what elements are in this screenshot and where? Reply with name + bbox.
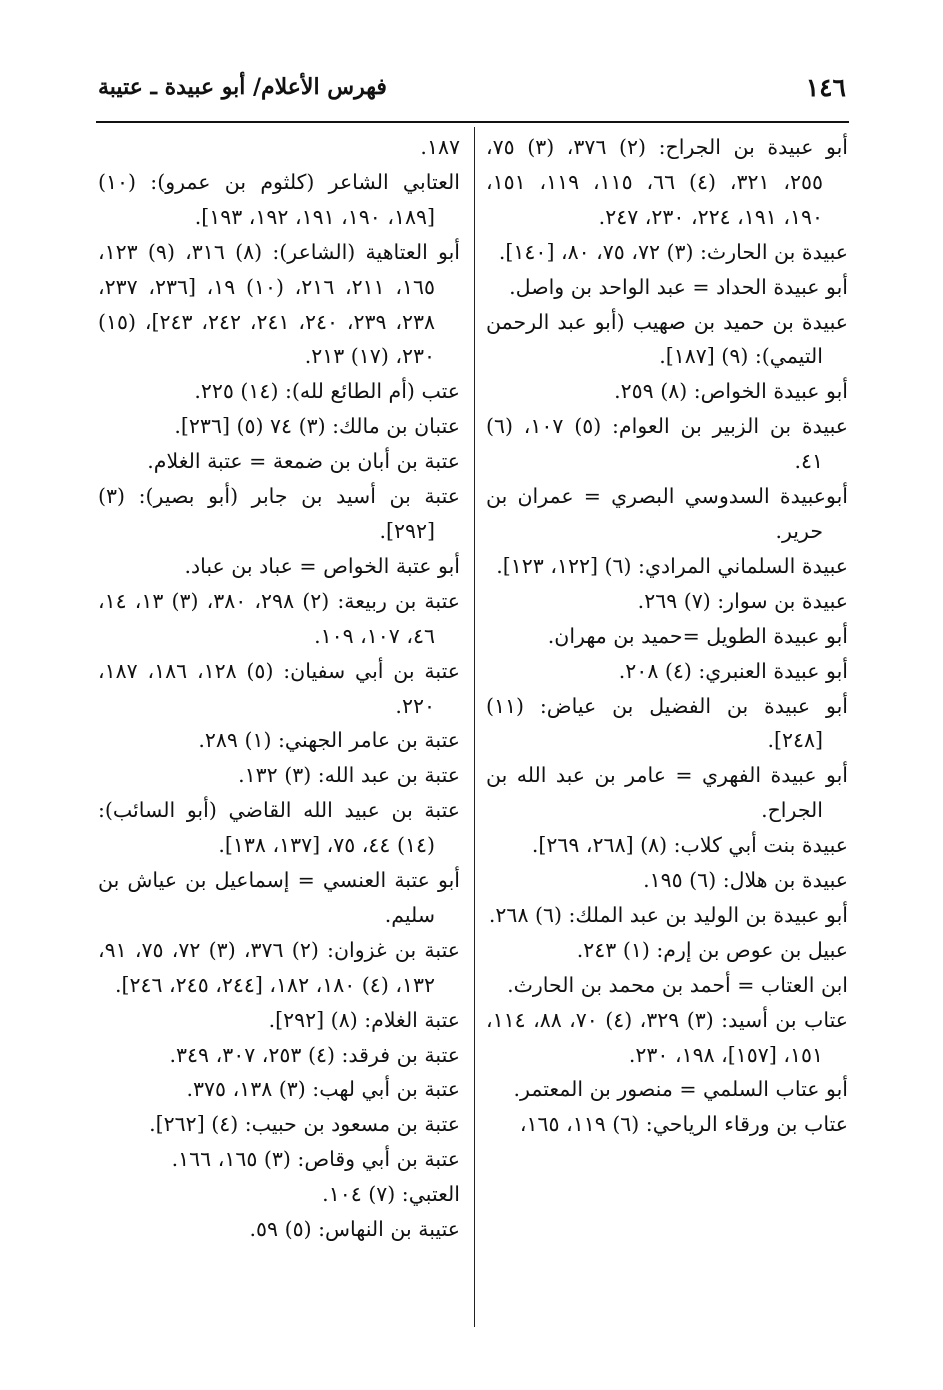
- index-entry: عتبة الغلام: (٨) [٢٩٢].: [268, 1007, 460, 1032]
- index-entry: عتيبة بن النهاس: (٥) ٥٩.: [249, 1217, 460, 1242]
- index-entry: عبيدة بن سوار: (٧) ٢٦٩.: [637, 588, 848, 613]
- index-entry: أبو عتبة الخواص = عباد بن عباد.: [184, 553, 460, 578]
- index-entry: أبوعبيدة السدوسي البصري = عمران بن حرير.: [486, 484, 848, 543]
- index-entry: عبيدة السلماني المرادي: (٦) [١٢٢، ١٢٣].: [496, 553, 848, 578]
- index-entry: ابن العتاب = أحمد بن محمد بن الحارث.: [507, 972, 848, 997]
- index-entry: عبيدة بن هلال: (٦) ١٩٥.: [643, 868, 848, 893]
- index-entry: عتاب بن ورقاء الرياحي: (٦) ١١٩، ١٦٥،: [519, 1112, 848, 1137]
- column-divider: [474, 127, 475, 1327]
- index-entry: عتبة بن ربيعة: (٢) ٢٩٨، ٣٨٠، (٣) ١٣، ١٤، ٤٦، ١٠٧، ١٠٩.: [98, 588, 461, 648]
- index-entry: عتاب بن أسيد: (٣) ٣٢٩، (٤) ٧٠، ٨٨، ١١٤، ١٥١، [١٥٧]، ١٩٨، ٢٣٠.: [486, 1007, 848, 1067]
- running-title: فهرس الأعلام/ أبو عبيدة ـ عتيبة: [98, 74, 387, 100]
- index-entry: عتبة بن مسعود بن حبيب: (٤) [٢٦٢].: [149, 1112, 460, 1137]
- index-entry: أبو العتاهية (الشاعر): (٨) ٣١٦، (٩) ١٢٣، ١٦٥، ٢١١، ٢١٦، (١٠) ١٩، [٢٣٦، ٢٣٧، ٢٣٨، ٢٣٩، ٢٤٠، ٢٤١، ٢٤٢، ٢٤٣]، (١٥) ٢٣٠، (١٧) ٢١٣.: [98, 239, 460, 369]
- index-column-right: [486, 130, 848, 1142]
- index-entry: أبو عبيدة بن الجراح: (٢) ٣٧٦، (٣) ٧٥، ٢٥٥، ٣٢١، (٤) ٦٦، ١١٥، ١١٩، ١٥١، ١٩٠، ١٩١، ٢٢٤، ٢٣٠، ٢٤٧.: [486, 135, 849, 229]
- index-entry: أبو عبيدة الخواص: (٨) ٢٥٩.: [614, 379, 848, 404]
- index-entry: أبو عتاب السلمي = منصور بن المعتمر.: [513, 1077, 848, 1102]
- index-entry: عتبة بن أبي لهب: (٣) ١٣٨، ٣٧٥.: [186, 1077, 460, 1102]
- index-entry: عتبة بن أبان بن ضمعة = عتبة الغلام.: [147, 449, 460, 474]
- index-entry: عتبة بن فرقد: (٤) ٢٥٣، ٣٠٧، ٣٤٩.: [169, 1042, 460, 1067]
- index-entry: عبيل بن عوص بن إرم: (١) ٢٤٣.: [576, 937, 848, 962]
- index-entry: عبيدة بن الزبير بن العوام: (٥) ١٠٧، (٦) ٤١.: [486, 414, 849, 474]
- index-entry: عتبة بن عبد الله: (٣) ١٣٢.: [238, 763, 460, 788]
- index-entry: عبيدة بن حميد بن صهيب (أبو عبد الرحمن التيمي): (٩) [١٨٧].: [486, 309, 848, 369]
- index-entry: عتب (أم الطائع لله): (١٤) ٢٢٥.: [194, 379, 460, 404]
- index-entry: أبو عبيدة العنبري: (٤) ٢٠٨.: [618, 658, 848, 683]
- index-entry: عبيدة بن الحارث: (٣) ٧٢، ٧٥، ٨٠، [١٤٠].: [498, 239, 848, 264]
- index-entry: عتبة بن غزوان: (٢) ٣٧٦، (٣) ٧٢، ٧٥، ٩١، ١٣٢، (٤) ١٨٠، ١٨٢، [٢٤٤، ٢٤٥، ٢٤٦].: [98, 937, 461, 997]
- index-entry: أبو عبيدة بن الوليد بن عبد الملك: (٦) ٢٦٨.: [488, 902, 848, 927]
- index-entry: العتابي الشاعر (كلثوم بن عمرو): (١٠) [١٨٩، ١٩٠، ١٩١، ١٩٢، ١٩٣].: [98, 169, 460, 229]
- page-number: ١٤٦: [805, 72, 846, 102]
- index-entry: أبو عبيدة بن الفضيل بن عياض: (١١) [٢٤٨].: [486, 693, 848, 753]
- index-entry: ١٨٧.: [420, 135, 460, 159]
- index-entry: أبو عتبة العنسي = إسماعيل بن عياش بن سليم.: [98, 868, 460, 927]
- index-entry: عتبة بن أبي وقاص: (٣) ١٦٥، ١٦٦.: [171, 1147, 460, 1172]
- index-entry: عتبة بن أسيد بن جابر (أبو بصير): (٣) [٢٩٢].: [98, 484, 460, 543]
- index-entry: أبو عبيدة الفهري = عامر بن عبد الله بن الجراح.: [486, 763, 848, 823]
- index-entry: العتبي: (٧) ١٠٤.: [322, 1182, 460, 1207]
- index-entry: عتبة بن أبي سفيان: (٥) ١٢٨، ١٨٦، ١٨٧، ٢٢٠.: [98, 658, 460, 718]
- index-column-left: [98, 130, 460, 1247]
- index-entry: عبيدة بنت أبي كلاب: (٨) [٢٦٨، ٢٦٩].: [531, 833, 848, 858]
- index-entry: عتبة بن عبيد الله القاضي (أبو السائب): (١٤) ٤٤، ٧٥، [١٣٧، ١٣٨].: [98, 798, 460, 858]
- index-entry: عتبان بن مالك: (٣) ٧٤ (٥) [٢٣٦].: [174, 414, 460, 439]
- index-entry: عتبة بن عامر الجهني: (١) ٢٨٩.: [198, 728, 460, 753]
- index-entry: أبو عبيدة الحداد = عبد الواحد بن واصل.: [509, 274, 848, 299]
- page-header: [98, 62, 846, 112]
- index-entry: أبو عبيدة الطويل =حميد بن مهران.: [547, 623, 848, 648]
- header-rule: [96, 121, 849, 123]
